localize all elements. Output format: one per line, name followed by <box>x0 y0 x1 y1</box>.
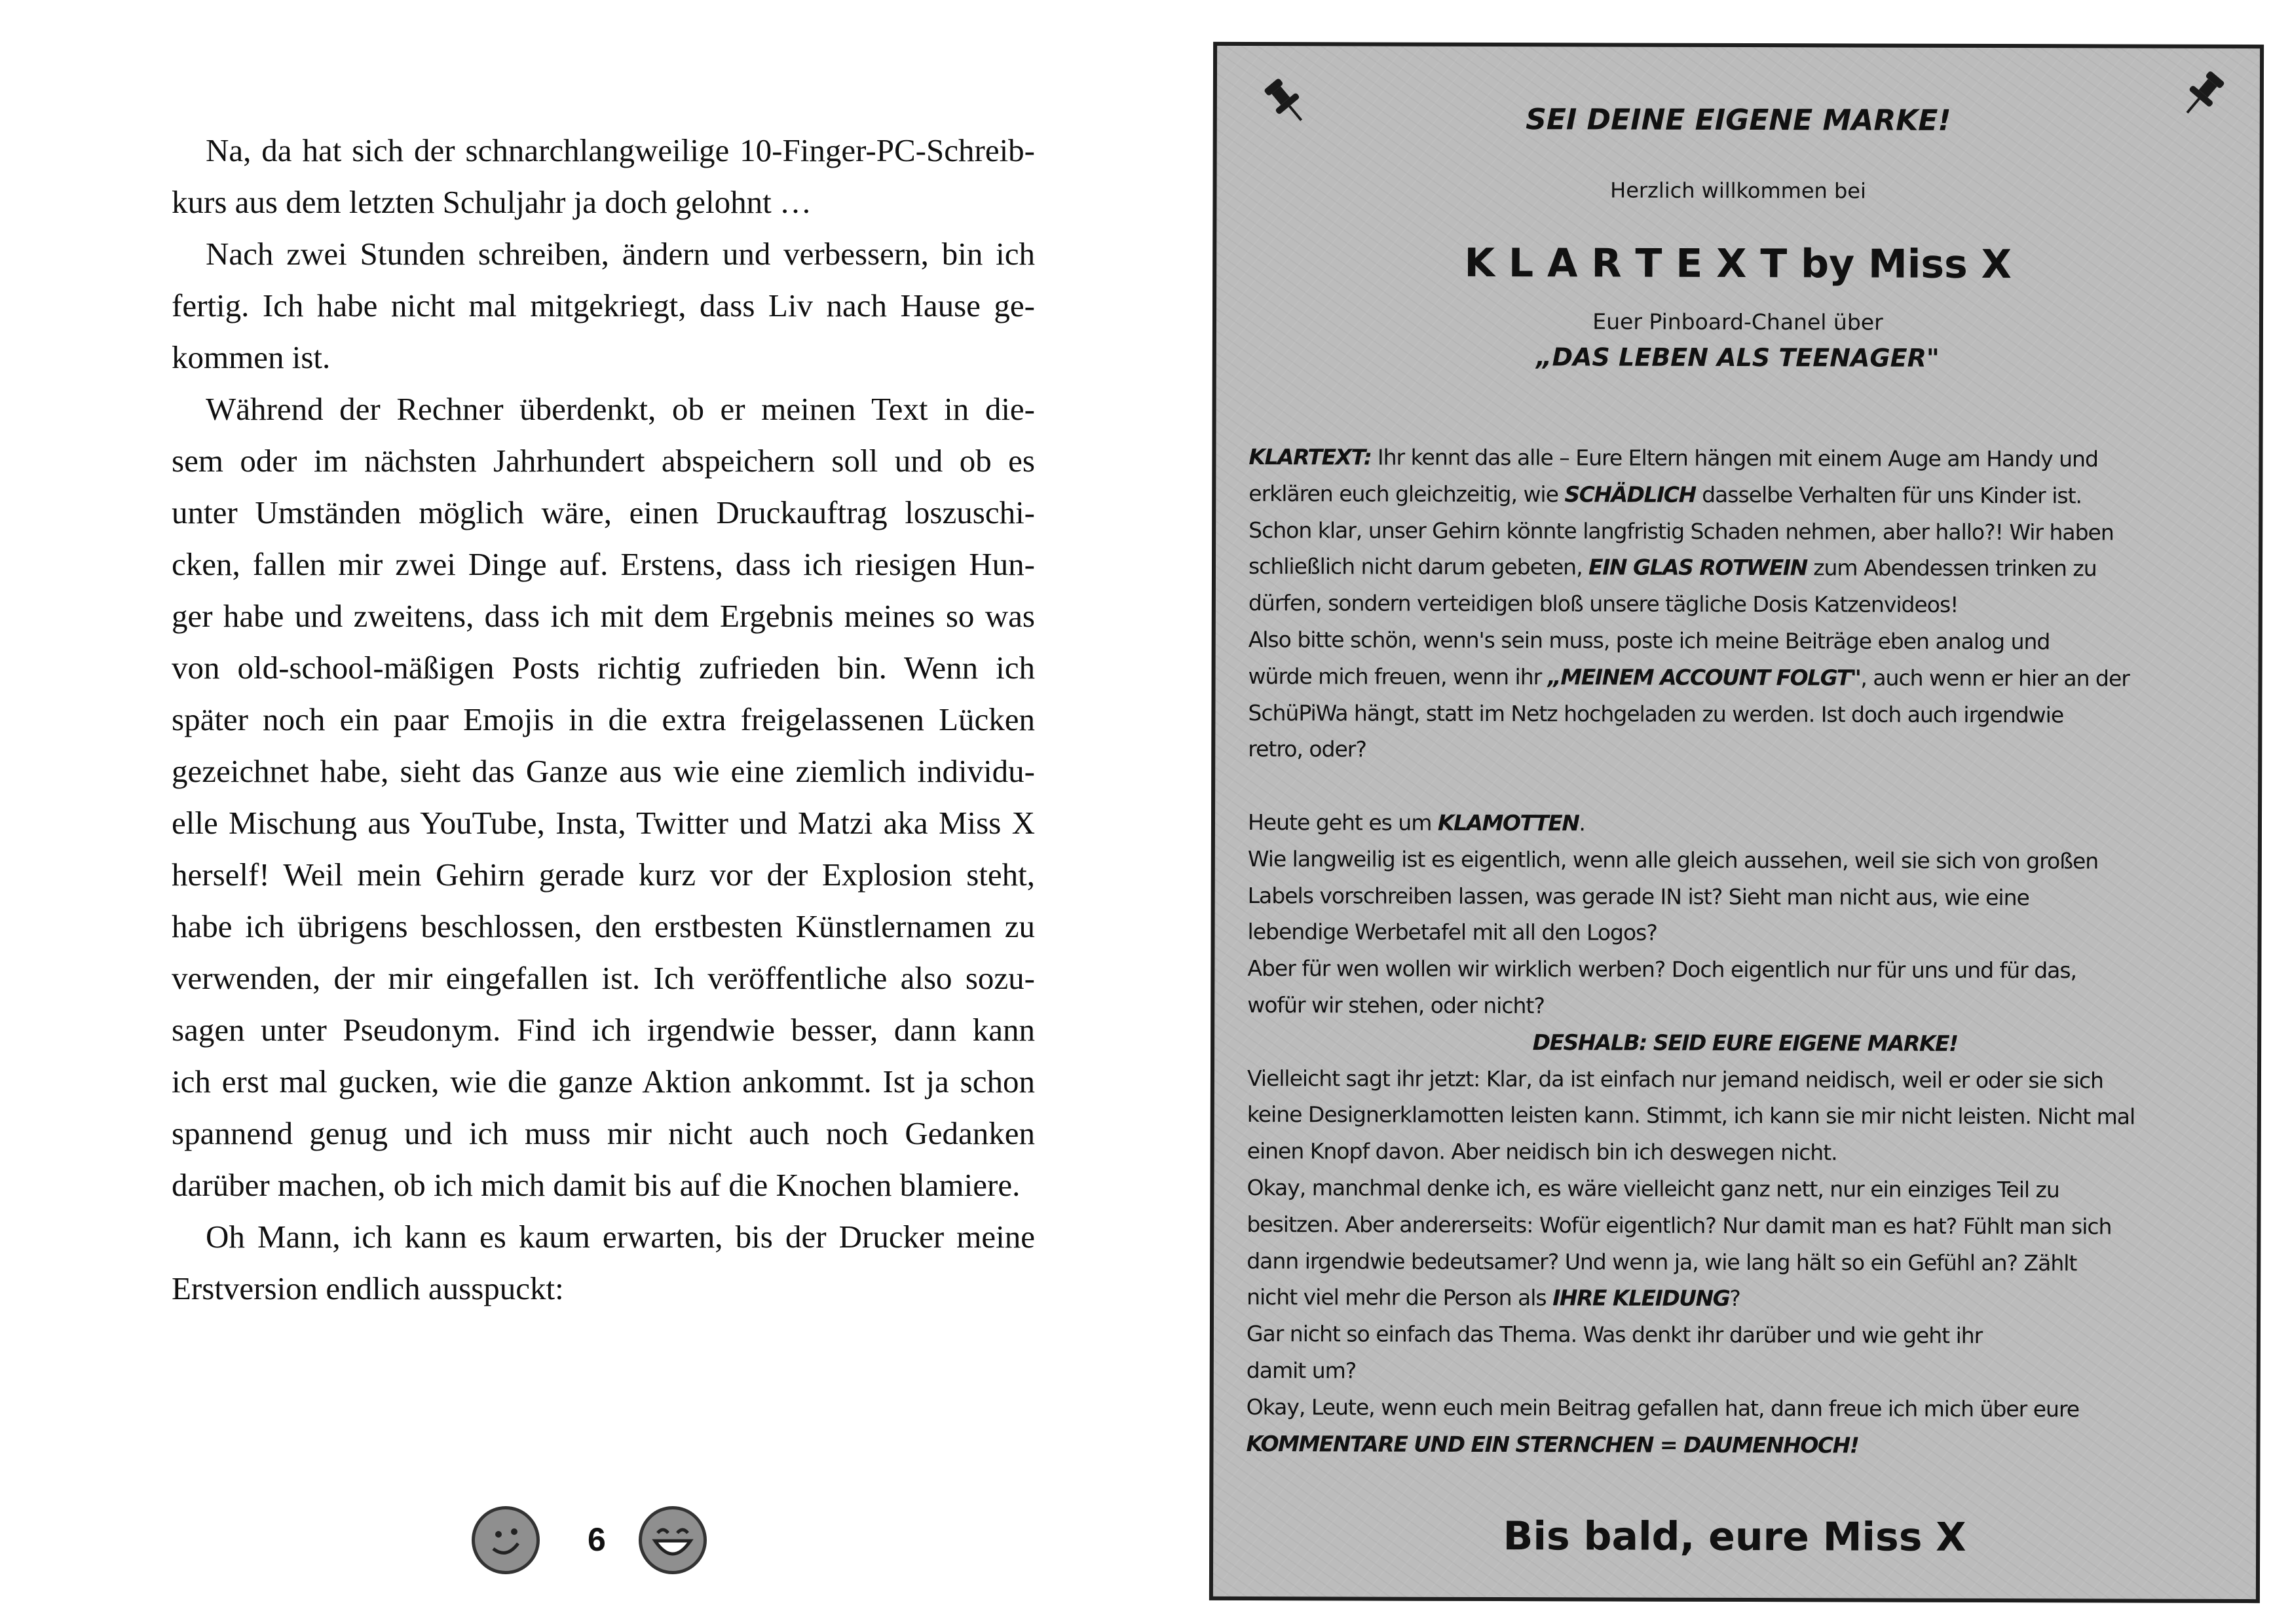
post-line <box>1247 950 2243 989</box>
post-line <box>1247 1133 2243 1172</box>
post-line <box>1247 987 2243 1026</box>
post-line <box>1247 1352 2242 1392</box>
post-line <box>1247 1389 2242 1428</box>
text-line: kommen ist. <box>172 339 331 375</box>
text-line: von old-school-mäßigen Posts richtig zufrieden bin. Wenn ich <box>172 650 1035 686</box>
text-segment: Labels vorschreiben lassen, was gerade IN ist? Sieht man nicht aus, wie eine <box>1247 882 2029 910</box>
text-segment: damit um? <box>1246 1357 1357 1384</box>
emphasis-text: IHRE KLEIDUNG <box>1552 1285 1730 1312</box>
post-headline: SEI DEINE EIGENE MARKE! <box>1526 103 1951 138</box>
channel-description: Euer Pinboard-Chanel über <box>1592 308 1883 335</box>
text-line: Oh Mann, ich kann es kaum erwarten, bis der Drucker meine <box>206 1219 1035 1255</box>
text-segment: erklären euch gleichzeitig, wie <box>1248 480 1565 507</box>
text-line: Nach zwei Stunden schreiben, ändern und verbessern, bin ich <box>206 236 1035 272</box>
post-line <box>1248 439 2244 478</box>
post-line <box>1248 475 2244 515</box>
text-line: Während der Rechner überdenkt, ob er meinen Text in die- <box>206 391 1035 427</box>
text-segment: würde mich freuen, wenn ihr <box>1248 663 1548 690</box>
text-segment: zum Abendessen trinken zu <box>1807 555 2097 581</box>
text-line: ger habe und zweitens, dass ich mit dem Ergebnis meines so was <box>172 598 1035 634</box>
text-segment: retro, oder? <box>1248 736 1366 762</box>
post-line <box>1247 1279 2242 1318</box>
post-line <box>1248 877 2243 917</box>
text-segment: Gar nicht so einfach das Thema. Was denkt ihr darüber und wie geht ihr <box>1246 1321 1983 1349</box>
post-line <box>1247 1170 2242 1209</box>
text-line: sagen unter Pseudonym. Find ich irgendwie besser, dann kann <box>172 1012 1035 1048</box>
post-line <box>1247 1316 2242 1355</box>
text-segment: wofür wir stehen, oder nicht? <box>1247 991 1545 1019</box>
text-line: später noch ein paar Emojis in die extra freigelassenen Lücken <box>172 701 1035 737</box>
text-segment: ? <box>1729 1285 1740 1312</box>
text-segment: Okay, manchmal denke ich, es wäre vielleicht ganz nett, nur ein einziges Teil zu <box>1247 1174 2059 1203</box>
text-line: fertig. Ich habe nicht mal mitgekriegt, dass Liv nach Hause ge- <box>172 287 1035 323</box>
grinning-face-icon <box>639 1506 707 1574</box>
post-line <box>1248 658 2244 697</box>
channel-name: K L A R T E X T by Miss X <box>1464 240 2012 288</box>
text-line: elle Mischung aus YouTube, Insta, Twitter und Matzi aka Miss X <box>172 805 1035 841</box>
text-line: herself! Weil mein Gehirn gerade kurz vor der Explosion steht, <box>172 857 1035 893</box>
emphasis-text: SCHÄDLICH <box>1564 481 1696 507</box>
text-segment: nicht viel mehr die Person als <box>1247 1284 1553 1311</box>
text-segment: Heute geht es um <box>1247 809 1438 836</box>
post-line <box>1247 1060 2243 1099</box>
text-line: ich erst mal gucken, wie die ganze Aktion ankommt. Ist ja schon <box>172 1063 1035 1099</box>
text-segment: schließlich nicht darum gebeten, <box>1248 553 1589 580</box>
text-line: sem oder im nächsten Jahrhundert abspeichern soll und ob es <box>172 443 1035 479</box>
text-segment: Okay, Leute, wenn euch mein Beitrag gefallen hat, dann freue ich mich über eure <box>1246 1393 2080 1422</box>
post-line <box>1246 1426 2242 1465</box>
post-line <box>1248 804 2243 843</box>
emphasis-text: KLAMOTTEN <box>1437 809 1579 836</box>
post-line <box>1248 767 2243 807</box>
welcome-text: Herzlich willkommen bei <box>1610 177 1866 204</box>
page-number: 6 <box>588 1521 606 1558</box>
text-segment: keine Designerklamotten leisten kann. Stimmt, ich kann sie mir nicht leisten. Nicht mal <box>1247 1101 2135 1130</box>
signoff: Bis bald, eure Miss X <box>1503 1513 1966 1560</box>
post-line <box>1248 512 2244 551</box>
text-line: verwenden, der mir eingefallen ist. Ich veröffentliche also sozu- <box>172 960 1035 996</box>
channel-topic: „DAS LEBEN ALS TEENAGER" <box>1535 342 1940 373</box>
text-segment: Wie langweilig ist es eigentlich, wenn alle gleich aussehen, weil sie sich von großen <box>1247 845 2099 874</box>
emphasis-text: KLARTEXT: <box>1248 444 1372 470</box>
text-line: habe ich übrigens beschlossen, den erstbesten Künstlernamen zu <box>172 908 1035 944</box>
emphasis-text: „MEINEM ACCOUNT FOLGT" <box>1547 664 1861 691</box>
post-line <box>1248 548 2244 587</box>
left-page-text <box>172 124 1035 1314</box>
emphasis-text: DESHALB: SEID EURE EIGENE MARKE! <box>1532 1029 1958 1056</box>
text-segment: SchüPiWa hängt, statt im Netz hochgeladen zu werden. Ist doch auch irgendwie <box>1248 699 2064 728</box>
text-segment: , auch wenn er hier an der <box>1860 665 2130 692</box>
text-segment: . <box>1579 810 1585 836</box>
text-segment: Aber für wen wollen wir wirklich werben? Doch eigentlich nur für uns und für das, <box>1247 955 2077 984</box>
pinboard-post <box>1209 42 2264 1603</box>
page-footer <box>472 1506 734 1585</box>
smiley-face-icon <box>472 1506 540 1574</box>
text-segment: lebendige Werbetafel mit all den Logos? <box>1247 919 1657 946</box>
post-line <box>1247 1206 2242 1246</box>
post-line <box>1248 731 2243 770</box>
emphasis-text: EIN GLAS ROTWEIN <box>1588 554 1807 581</box>
post-line <box>1248 621 2244 661</box>
text-line: Erstversion endlich ausspuckt: <box>172 1270 564 1306</box>
text-segment: dasselbe Verhalten für uns Kinder ist. <box>1695 481 2082 509</box>
post-line <box>1248 695 2243 734</box>
post-line <box>1248 585 2244 624</box>
post-line <box>1247 913 2243 953</box>
text-line: gezeichnet habe, sieht das Ganze aus wie eine ziemlich individu- <box>172 753 1035 789</box>
text-segment: dürfen, sondern verteidigen bloß unsere tägliche Dosis Katzenvideos! <box>1248 590 1959 618</box>
text-line: spannend genug und ich muss mir nicht auch noch Gedanken <box>172 1115 1035 1151</box>
text-segment: dann irgendwie bedeutsamer? Und wenn ja, wie lang hält so ein Gefühl an? Zählt <box>1247 1247 2077 1276</box>
text-line: unter Umständen möglich wäre, einen Druckauftrag loszuschi- <box>172 494 1035 530</box>
text-line: cken, fallen mir zwei Dinge auf. Erstens, dass ich riesigen Hun- <box>172 546 1035 582</box>
post-line <box>1247 1096 2243 1135</box>
text-line: darüber machen, ob ich mich damit bis auf die Knochen blamiere. <box>172 1167 1021 1203</box>
post-line <box>1248 841 2243 880</box>
text-segment: Vielleicht sagt ihr jetzt: Klar, da ist einfach nur jemand neidisch, weil er oder sie sich <box>1247 1065 2104 1094</box>
text-segment: Also bitte schön, wenn's sein muss, poste ich meine Beiträge eben analog und <box>1248 627 2050 655</box>
text-line: Na, da hat sich der schnarchlangweilige 10-Finger-PC-Schreib- <box>206 132 1035 168</box>
emphasis-text: KOMMENTARE UND EIN STERNCHEN = DAUMENHOCH! <box>1246 1430 1859 1458</box>
text-line: kurs aus dem letzten Schuljahr ja doch gelohnt … <box>172 184 812 220</box>
text-segment: besitzen. Aber andererseits: Wofür eigentlich? Nur damit man es hat? Fühlt man sich <box>1247 1211 2112 1240</box>
text-segment: Schon klar, unser Gehirn könnte langfristig Schaden nehmen, aber hallo?! Wir haben <box>1248 517 2114 545</box>
text-segment: Ihr kennt das alle – Eure Eltern hängen mit einem Auge am Handy und <box>1371 444 2098 472</box>
post-line <box>1247 1243 2242 1282</box>
post-line <box>1247 1024 2243 1063</box>
text-segment: einen Knopf davon. Aber neidisch bin ich deswegen nicht. <box>1247 1138 1837 1166</box>
post-body <box>1246 439 2244 1464</box>
